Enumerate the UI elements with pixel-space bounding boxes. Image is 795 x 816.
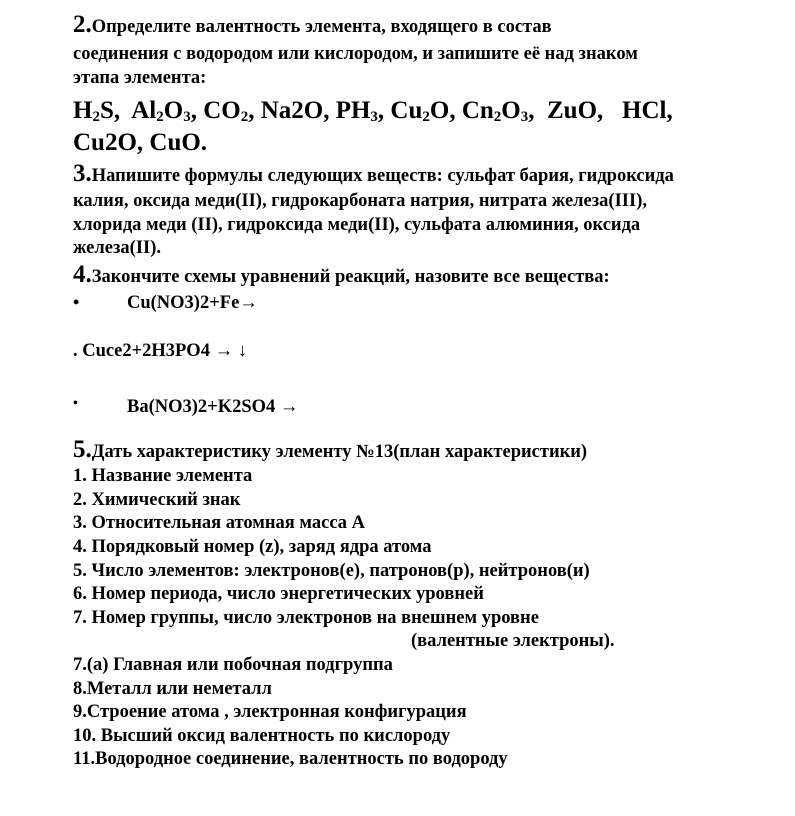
task5-text1: Дать характеристику элементу №13(план характеристики) [91,442,588,462]
task2-text1: Определите валентность элемента, входящего в состав [91,17,552,37]
plan-item: 7. Номер группы, число электронов на внешнем уровне [73,608,539,628]
task3-line3: хлорида меди (II), гидроксида меди(II), сульфата алюминия, оксида [73,215,641,235]
formula-al2o3-sub2: 3 [183,109,191,125]
task2-number: 2. [73,11,92,38]
task4-line1 [73,261,610,288]
formula-h2s-rest: S, [99,97,121,124]
reaction3-bullet: • [73,396,78,411]
plan-item: 7.(а) Главная или побочная подгруппа [73,655,393,675]
reaction2: . Cuce2+2H3PO4 → ↓ [73,341,247,361]
formula-h2s-h: H [73,97,93,124]
formula-cu2o-cu: Cu [390,97,423,124]
plan-item: 3. Относительная атомная масса А [73,513,366,533]
formula-cn2o3-sub1: 2 [493,109,502,125]
formula-na2o: Na2O, [260,97,330,124]
task2-line2: соединения с водородом или кислородом, и запишите её над знаком [73,44,638,64]
formula-al2o3-al: Al [131,97,157,124]
plan-item: 2. Химический знак [73,490,241,510]
task2-line3: этапа элемента: [73,68,207,88]
formula-co2-comma: , [248,97,255,124]
formula-al2o3-sub1: 2 [156,109,164,125]
formula-cn2o3-sub2: 3 [520,109,529,125]
plan-item: 9.Строение атома , электронная конфигурация [73,702,467,722]
formula-cn2o3-comma: , [528,97,535,124]
formula-zuo: ZuO, [547,97,604,124]
formula-al2o3-o: O [163,97,184,124]
formula-hcl: HCl, [622,97,673,124]
plan-item: 1. Название элемента [73,466,253,486]
task2-line1 [73,11,552,38]
plan-item-7-continuation: (валентные электроны). [411,631,615,651]
plan-item: 10. Высший оксид валентность по кислороду [73,726,451,746]
reaction1-bullet: • [73,292,80,312]
task2-formulas-row2: Cu2O, CuO. [73,129,208,156]
task3-line2: калия, оксида меди(II), гидрокарбоната натрия, нитрата железа(III), [73,191,647,211]
plan-item: 4. Порядковый номер (z), заряд ядра атома [73,537,432,557]
task3-line4: железа(II). [73,238,162,258]
task3-line1 [73,160,674,187]
plan-item: 11.Водородное соединение, валентность по водороду [73,749,508,769]
reaction3: Ba(NO3)2+K2SO4 → [127,397,299,417]
formula-al2o3-comma: , [190,97,197,124]
plan-item: 5. Число элементов: электронов(е), патронов(р), нейтронов(и) [73,561,590,581]
formula-ph3-ph: PH [335,97,371,124]
formula-ph3-comma: , [377,97,385,124]
task4-text1: Закончите схемы уравнений реакций, назовите все вещества: [91,267,610,287]
formula-cn2o3-o: O [501,97,521,124]
formula-h2s-sub: 2 [92,109,100,125]
task5-line1 [73,436,588,463]
plan-item: 6. Номер периода, число энергетических уровней [73,584,484,604]
plan-item: 8.Металл или неметалл [73,679,272,699]
reaction1: Cu(NO3)2+Fe→ [127,293,258,313]
formula-co2-co: CO [203,97,241,124]
formula-cu2o-sub: 2 [422,109,430,125]
task3-text1: Напишите формулы следующих веществ: сульфат бария, гидроксида [91,166,674,186]
task3-number: 3. [73,160,92,187]
formula-co2-sub: 2 [240,109,249,125]
task5-number: 5. [73,436,92,463]
formula-ph3-sub: 3 [370,109,378,125]
formula-cn2o3-cn: Cn [461,97,494,124]
task4-number: 4. [73,261,92,288]
formula-cu2o-o: O, [429,97,456,124]
